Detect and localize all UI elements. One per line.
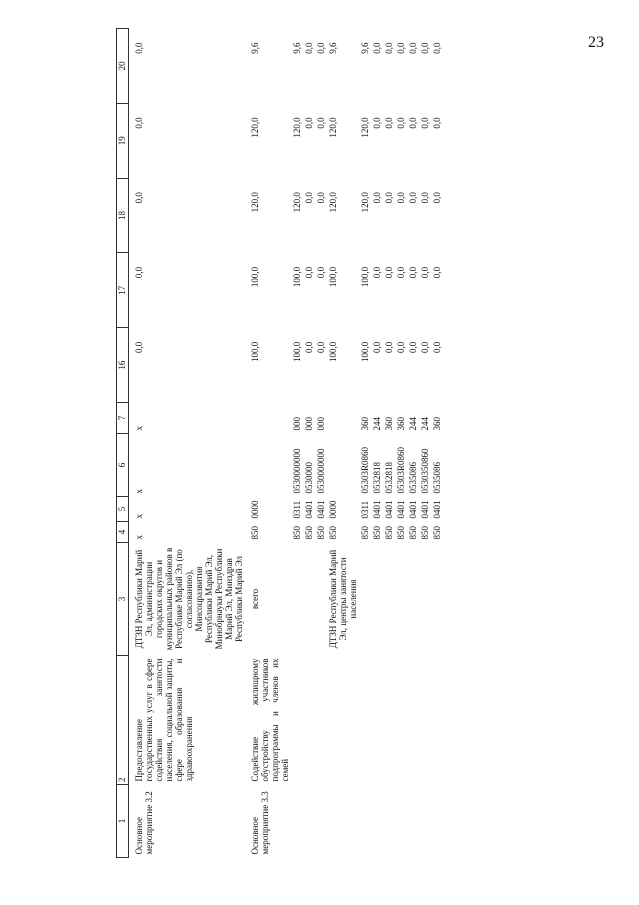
header-col-16: 16 — [117, 328, 129, 403]
row-code-type-cell: 360 — [432, 417, 442, 431]
row-value-20-cell: 0,0 — [396, 42, 406, 54]
row-value-18-cell: 0,0 — [432, 192, 442, 204]
row-code-target-cell: 0532818 — [384, 462, 394, 494]
row-code-target-cell: 05303R0860 — [396, 446, 406, 494]
row-value-20-cell: 0,0 — [316, 42, 326, 54]
row-code-section-cell: 0401 — [432, 500, 442, 519]
row-code-section-cell: 0401 — [372, 500, 382, 519]
row-measure-cell: Основное мероприятие 3.3 — [250, 791, 270, 855]
row-code-type-cell: х — [134, 426, 144, 431]
row-code-grbs-cell: 850 — [408, 526, 418, 540]
row-value-17-cell: 0,0 — [408, 266, 418, 279]
row-executor-cell — [419, 543, 431, 656]
row-code-section-cell: 0000 — [250, 500, 260, 519]
row-description-cell — [383, 656, 395, 785]
table-row — [129, 29, 246, 858]
row-code-section-cell: 0401 — [396, 500, 406, 519]
row-value-20-cell: 0,0 — [372, 42, 382, 54]
row-value-20-cell: 0,0 — [432, 42, 442, 54]
row-value-18-cell: 120,0 — [292, 192, 302, 213]
row-description-cell: Предоставление государственных услуг в сфере содействия занятости населения, социальной защиты, сфере образования и здравоохранения — [134, 658, 194, 782]
row-value-20-cell: 0,0 — [384, 42, 394, 54]
row-executor-cell — [383, 543, 395, 656]
page-number: 23 — [588, 34, 604, 51]
header-col-20: 20 — [117, 29, 129, 104]
row-executor-cell: ДТЗН Республики Марий Эл, администрации городских округов и муниципальных районов в Республике Марий Эл (по согласованию), Минсоцразвития Республики Марий Эл, Минобрнауки Республики Марий Эл, Минздрав Республики Марий Эл — [134, 547, 244, 651]
table-row — [315, 29, 327, 858]
table-row — [371, 29, 383, 858]
table-row — [359, 29, 371, 858]
row-code-grbs-cell: 850 — [250, 526, 260, 540]
row-value-20-cell: 0,0 — [408, 42, 418, 54]
table-row — [303, 29, 315, 858]
row-code-target-cell: 0530000 — [304, 462, 314, 494]
row-value-18-cell: 0,0 — [384, 192, 394, 204]
row-code-grbs-cell: 850 — [420, 526, 430, 540]
header-col-17: 17 — [117, 253, 129, 328]
row-value-19-cell: 0,0 — [304, 117, 314, 129]
row-value-18-cell: 120,0 — [328, 192, 338, 213]
row-measure-cell: Основное мероприятие 3.2 — [134, 791, 154, 855]
row-executor-cell — [431, 543, 443, 656]
row-description-cell — [315, 656, 327, 785]
row-code-type-cell — [245, 403, 291, 434]
row-value-16-cell: 0,0 — [384, 341, 394, 353]
row-value-18-cell: 0,0 — [396, 192, 406, 204]
row-code-type-cell: 360 — [360, 417, 370, 431]
row-description-cell: Содействие жилищному обустройству участников подпрограммы и членов их семей — [250, 658, 290, 782]
row-value-16-cell: 0,0 — [420, 341, 430, 353]
row-code-grbs-cell: 850 — [328, 526, 338, 540]
row-value-17-cell: 0,0 — [316, 266, 326, 279]
row-code-type-cell: 244 — [372, 417, 382, 431]
row-measure-cell — [327, 785, 359, 858]
row-value-19-cell: 0,0 — [408, 117, 418, 129]
row-value-17-cell: 0,0 — [432, 266, 442, 279]
row-measure-cell — [315, 785, 327, 858]
row-description-cell — [395, 656, 407, 785]
header-col-18: 18 — [117, 178, 129, 253]
row-code-type-cell: 360 — [396, 417, 406, 431]
table-row — [383, 29, 395, 858]
header-col-3: 3 — [117, 543, 129, 656]
row-description-cell — [327, 656, 359, 785]
row-measure-cell — [291, 785, 303, 858]
row-measure-cell — [407, 785, 419, 858]
row-value-16-cell: 0,0 — [304, 341, 314, 353]
row-measure-cell — [371, 785, 383, 858]
row-value-17-cell: 0,0 — [384, 266, 394, 279]
row-code-grbs-cell: 850 — [316, 526, 326, 540]
budget-table — [116, 28, 443, 858]
row-value-16-cell: 100,0 — [328, 341, 338, 362]
row-description-cell — [419, 656, 431, 785]
row-code-target-cell: 0530000000 — [316, 448, 326, 494]
row-value-18-cell: 0,0 — [420, 192, 430, 204]
row-value-20-cell: 0,0 — [420, 42, 430, 54]
row-code-type-cell: 244 — [408, 417, 418, 431]
row-code-section-cell: 0401 — [304, 500, 314, 519]
header-col-2: 2 — [117, 656, 129, 785]
row-executor-cell — [407, 543, 419, 656]
row-value-19-cell: 0,0 — [134, 117, 144, 129]
row-measure-cell — [431, 785, 443, 858]
row-code-section-cell: 0401 — [384, 500, 394, 519]
row-value-18-cell: 0,0 — [372, 192, 382, 204]
row-value-18-cell: 0,0 — [316, 192, 326, 204]
row-code-target-cell: 0535086 — [432, 462, 442, 494]
row-value-17-cell: 100,0 — [250, 266, 260, 288]
row-value-19-cell: 120,0 — [360, 117, 370, 138]
row-measure-cell — [359, 785, 371, 858]
row-code-grbs-cell: 850 — [384, 526, 394, 540]
row-code-target-cell: 0530350860 — [420, 448, 430, 494]
row-code-target-cell: 0532818 — [372, 462, 382, 494]
row-code-section-cell: 0401 — [420, 500, 430, 519]
row-measure-cell — [303, 785, 315, 858]
row-value-18-cell: 0,0 — [134, 192, 144, 204]
row-executor-cell — [359, 543, 371, 656]
header-row — [117, 29, 129, 858]
row-code-target-cell — [327, 434, 359, 497]
row-value-16-cell: 0,0 — [372, 341, 382, 353]
row-code-section-cell: 0401 — [408, 500, 418, 519]
row-code-grbs-cell: 850 — [304, 526, 314, 540]
row-value-17-cell: 0,0 — [304, 266, 314, 279]
row-value-19-cell: 0,0 — [316, 117, 326, 129]
row-description-cell — [431, 656, 443, 785]
row-code-section-cell: 0000 — [328, 500, 338, 519]
row-value-20-cell: 9,6 — [250, 42, 260, 54]
row-value-18-cell: 120,0 — [360, 192, 370, 213]
row-code-section-cell: 0401 — [316, 500, 326, 519]
row-value-16-cell: 0,0 — [396, 341, 406, 353]
row-measure-cell — [383, 785, 395, 858]
row-code-target-cell: 0530000000 — [292, 448, 302, 494]
row-code-grbs-cell: 850 — [396, 526, 406, 540]
row-value-16-cell: 0,0 — [316, 341, 326, 353]
header-col-1: 1 — [117, 785, 129, 858]
row-value-17-cell: 0,0 — [372, 266, 382, 279]
row-description-cell — [407, 656, 419, 785]
row-executor-cell — [291, 543, 303, 656]
row-value-19-cell: 0,0 — [396, 117, 406, 129]
row-value-17-cell: 100,0 — [328, 266, 338, 288]
row-code-grbs-cell: 850 — [372, 526, 382, 540]
row-description-cell — [291, 656, 303, 785]
table-row — [395, 29, 407, 858]
row-code-target-cell: х — [134, 489, 144, 494]
row-value-17-cell: 0,0 — [396, 266, 406, 279]
header-col-19: 19 — [117, 103, 129, 178]
row-value-16-cell: 100,0 — [292, 341, 302, 362]
row-description-cell — [303, 656, 315, 785]
row-value-20-cell: 9,6 — [328, 42, 338, 54]
row-value-20-cell: 9,6 — [292, 42, 302, 54]
row-measure-cell — [395, 785, 407, 858]
table-row — [407, 29, 419, 858]
table-header — [117, 29, 129, 858]
header-col-4: 4 — [117, 522, 129, 543]
row-measure-cell — [419, 785, 431, 858]
row-code-type-cell: 000 — [304, 417, 314, 431]
row-code-type-cell: 360 — [384, 417, 394, 431]
row-executor-cell — [395, 543, 407, 656]
row-value-18-cell: 0,0 — [304, 192, 314, 204]
row-value-16-cell: 0,0 — [408, 341, 418, 353]
row-executor-cell: ДТЗН Республики Марий Эл, центры занятости населения — [328, 549, 358, 649]
row-code-section-cell: 0311 — [360, 500, 370, 519]
row-code-target-cell: 05303R0860 — [360, 446, 370, 494]
row-code-target-cell — [245, 434, 291, 497]
row-value-19-cell: 0,0 — [420, 117, 430, 129]
row-value-20-cell: 0,0 — [304, 42, 314, 54]
row-executor-cell — [303, 543, 315, 656]
rotated-table-container — [116, 28, 634, 858]
row-value-19-cell: 0,0 — [384, 117, 394, 129]
row-code-type-cell — [327, 403, 359, 434]
row-value-18-cell: 0,0 — [408, 192, 418, 204]
row-value-20-cell: 9,6 — [360, 42, 370, 54]
row-value-20-cell: 0,0 — [134, 42, 144, 54]
row-value-19-cell: 0,0 — [432, 117, 442, 129]
row-value-18-cell: 120,0 — [250, 192, 260, 213]
row-code-target-cell: 0535086 — [408, 462, 418, 494]
table-row — [291, 29, 303, 858]
row-value-17-cell: 100,0 — [360, 266, 370, 288]
row-value-16-cell: 100,0 — [360, 341, 370, 362]
row-value-16-cell: 100,0 — [250, 341, 260, 362]
table-row — [245, 29, 291, 858]
row-value-19-cell: 120,0 — [292, 117, 302, 138]
row-executor-cell: всего — [250, 588, 260, 610]
row-value-17-cell: 100,0 — [292, 266, 302, 288]
row-value-19-cell: 120,0 — [328, 117, 338, 138]
row-code-section-cell: х — [134, 514, 144, 519]
header-col-6: 6 — [117, 434, 129, 497]
row-description-cell — [371, 656, 383, 785]
row-code-type-cell: 000 — [292, 417, 302, 431]
row-value-17-cell: 0,0 — [134, 266, 144, 279]
row-code-grbs-cell: 850 — [292, 526, 302, 540]
row-description-cell — [359, 656, 371, 785]
row-value-19-cell: 120,0 — [250, 117, 260, 138]
row-executor-cell — [371, 543, 383, 656]
table-row — [327, 29, 359, 858]
row-code-type-cell: 000 — [316, 417, 326, 431]
row-code-section-cell: 0311 — [292, 500, 302, 519]
table-row — [419, 29, 431, 858]
header-col-5: 5 — [117, 497, 129, 522]
table-row — [431, 29, 443, 858]
row-executor-cell — [315, 543, 327, 656]
row-value-17-cell: 0,0 — [420, 266, 430, 279]
row-value-19-cell: 0,0 — [372, 117, 382, 129]
row-code-type-cell: 244 — [420, 417, 430, 431]
row-code-grbs-cell: 850 — [432, 526, 442, 540]
table-body — [129, 29, 444, 858]
row-value-16-cell: 0,0 — [432, 341, 442, 353]
row-value-16-cell: 0,0 — [134, 341, 144, 353]
row-code-grbs-cell: х — [134, 535, 144, 540]
row-code-grbs-cell: 850 — [360, 526, 370, 540]
header-col-7: 7 — [117, 403, 129, 434]
